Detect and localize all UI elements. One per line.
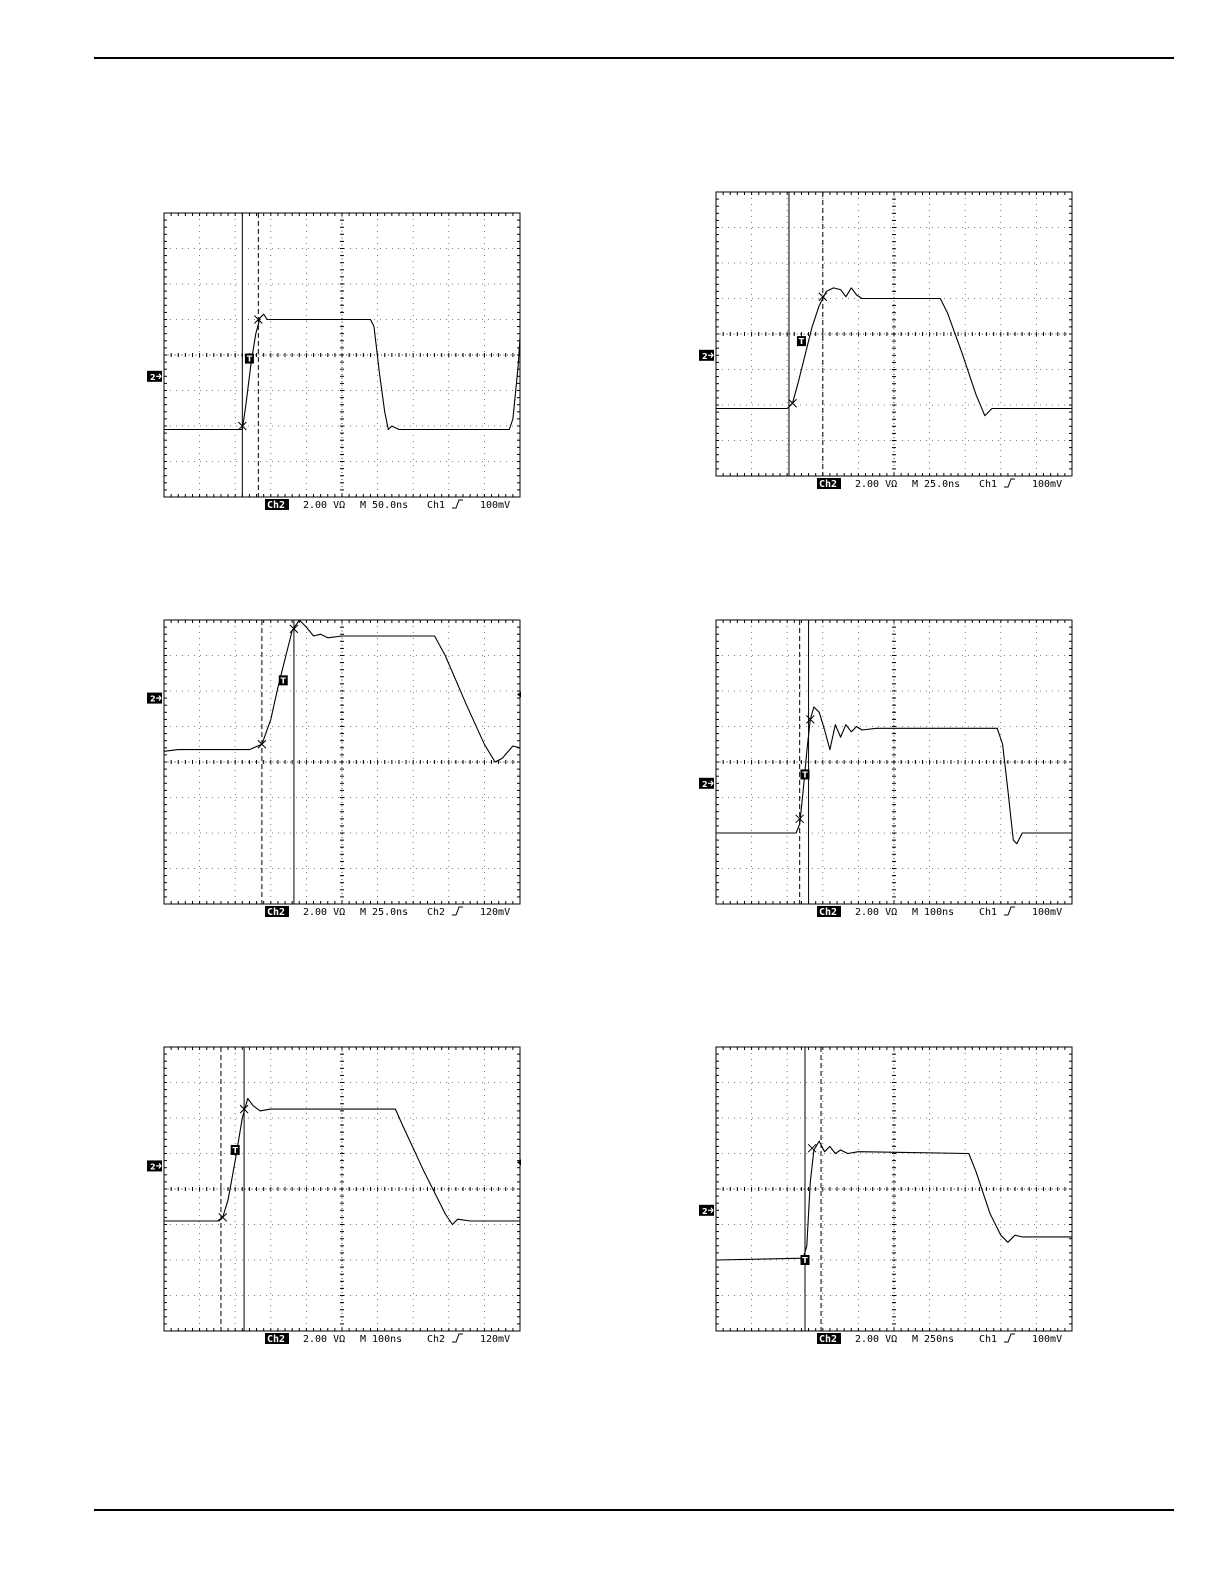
ground-level-marker xyxy=(147,371,162,382)
volts-div-readout: 2.00 VΩ xyxy=(303,907,346,918)
svg-text:2: 2 xyxy=(150,1162,156,1172)
ground-level-marker xyxy=(699,350,714,361)
svg-text:Ch2: Ch2 xyxy=(267,1334,286,1345)
timebase-readout: M 25.0ns xyxy=(912,479,961,490)
scope-panel-4 xyxy=(692,612,1092,922)
trigger-marker xyxy=(245,354,254,364)
cursor-x-mark xyxy=(219,1213,227,1221)
cursor-x-mark xyxy=(789,399,797,407)
svg-text:Ch2: Ch2 xyxy=(267,500,286,511)
trigger-source-readout: Ch1 xyxy=(979,907,998,918)
timebase-readout: M 100ns xyxy=(360,1334,403,1345)
channel-label xyxy=(817,1333,841,1345)
volts-div-readout: 2.00 VΩ xyxy=(855,907,898,918)
scope-panel-2 xyxy=(692,184,1092,494)
ground-level-marker xyxy=(147,1160,162,1171)
scope-panel-1 xyxy=(140,205,540,515)
channel-label xyxy=(817,906,841,918)
timebase-readout: M 50.0ns xyxy=(360,500,409,511)
trigger-source-readout: Ch2 xyxy=(427,1334,446,1345)
svg-text:2: 2 xyxy=(702,779,708,789)
svg-text:Ch2: Ch2 xyxy=(819,1334,838,1345)
svg-text:T: T xyxy=(798,337,805,347)
top-rule xyxy=(94,57,1174,59)
trigger-marker xyxy=(801,769,810,779)
trigger-source-readout: Ch2 xyxy=(427,907,446,918)
waveform-trace xyxy=(716,288,1072,416)
svg-text:T: T xyxy=(280,676,286,686)
trigger-source-readout: Ch1 xyxy=(979,479,998,490)
volts-div-readout: 2.00 VΩ xyxy=(303,1334,346,1345)
svg-text:2: 2 xyxy=(150,372,156,382)
trigger-marker xyxy=(231,1145,240,1155)
rising-edge-icon xyxy=(1004,907,1015,915)
ground-level-marker xyxy=(699,778,714,789)
trigger-marker xyxy=(797,336,806,346)
scope-panel-6 xyxy=(692,1039,1092,1349)
svg-text:2: 2 xyxy=(150,694,156,704)
svg-text:T: T xyxy=(246,354,253,364)
trigger-level-readout: 120mV xyxy=(480,907,511,918)
svg-text:2: 2 xyxy=(702,351,708,361)
volts-div-readout: 2.00 VΩ xyxy=(303,500,346,511)
trigger-level-readout: 100mV xyxy=(1032,907,1063,918)
scope-panel-3 xyxy=(140,612,540,922)
svg-text:T: T xyxy=(802,770,808,780)
svg-text:T: T xyxy=(232,1145,238,1155)
channel-label xyxy=(265,906,289,918)
svg-text:Ch2: Ch2 xyxy=(819,907,838,918)
timebase-readout: M 250ns xyxy=(912,1334,955,1345)
rising-edge-icon xyxy=(1004,479,1015,487)
waveform-trace xyxy=(716,1141,1072,1260)
trigger-level-arrow-icon xyxy=(517,692,521,698)
timebase-readout: M 25.0ns xyxy=(360,907,409,918)
trigger-source-readout: Ch1 xyxy=(427,500,446,511)
svg-text:T: T xyxy=(802,1256,808,1265)
rising-edge-icon xyxy=(452,1334,463,1342)
channel-label xyxy=(817,478,841,490)
trigger-marker xyxy=(801,1255,810,1265)
trigger-level-readout: 100mV xyxy=(480,500,511,511)
scope-panel-5 xyxy=(140,1039,540,1349)
trigger-level-readout: 120mV xyxy=(480,1334,511,1345)
trigger-level-readout: 100mV xyxy=(1032,479,1063,490)
rising-edge-icon xyxy=(1004,1334,1015,1342)
rising-edge-icon xyxy=(452,500,463,508)
ground-level-marker xyxy=(699,1205,714,1216)
svg-text:Ch2: Ch2 xyxy=(267,907,286,918)
trigger-source-readout: Ch1 xyxy=(979,1334,998,1345)
svg-text:2: 2 xyxy=(702,1206,708,1216)
channel-label xyxy=(265,1333,289,1345)
channel-label xyxy=(265,499,289,511)
svg-text:Ch2: Ch2 xyxy=(819,479,838,490)
volts-div-readout: 2.00 VΩ xyxy=(855,1334,898,1345)
timebase-readout: M 100ns xyxy=(912,907,955,918)
rising-edge-icon xyxy=(452,907,463,915)
volts-div-readout: 2.00 VΩ xyxy=(855,479,898,490)
ground-level-marker xyxy=(147,693,162,704)
trigger-marker xyxy=(279,675,288,685)
trigger-level-readout: 100mV xyxy=(1032,1334,1063,1345)
bottom-rule xyxy=(94,1509,1174,1511)
